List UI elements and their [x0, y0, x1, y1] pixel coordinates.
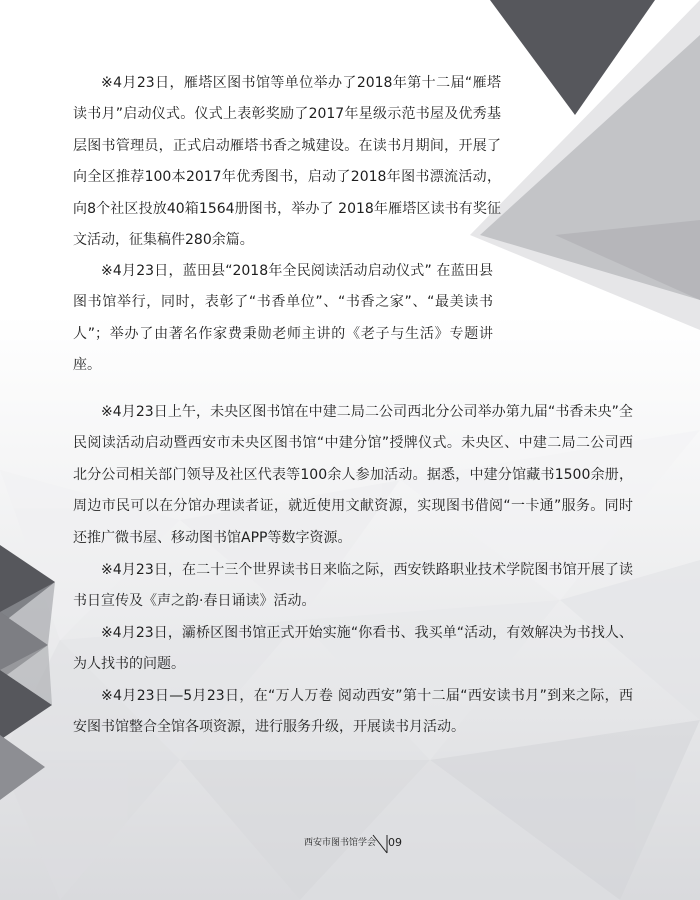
- page-number: 09: [388, 836, 402, 849]
- paragraph-railway-college: ※4月23日，在二十三个世界读书日来临之际，西安铁路职业技术学院图书馆开展了读书日宣传及《声之韵·春日诵读》活动。: [73, 562, 633, 610]
- paragraph-baqiao: ※4月23日，灞桥区图书馆正式开始实施“你看书、我买单“活动，有效解决为书找人、为人找书的问题。: [73, 625, 633, 673]
- paragraph-weiyang: ※4月23日上午，未央区图书馆在中建二局二公司西北分公司举办第九届“书香未央”全民阅读活动启动暨西安市未央区图书馆“中建分馆”授牌仪式。未央区、中建二局二公司西北分公司相关部门领导及社区代表等100余人参加活动。据悉，中建分馆藏书1500余册，周边市民可以在分馆办理读者证，就近使用文献资源，实现图书借阅“一卡通”服务。同时还推广微书屋、移动图书馆APP等数字资源。: [73, 404, 633, 546]
- footer-divider: [372, 833, 388, 855]
- page-footer: [300, 833, 410, 855]
- paragraph-xian-library: ※4月23日—5月23日，在“万人万卷 阅动西安”第十二届“西安读书月”到来之际，西安图书馆整合全馆各项资源，进行服务升级，开展读书月活动。: [73, 688, 633, 736]
- paragraph-lantian: ※4月23日，蓝田县“2018年全民阅读活动启动仪式” 在蓝田县图书馆举行，同时，表彰了“书香单位”、“书香之家”、“最美读书人”；举办了由著名作家费秉勋老师主讲的《老子与生活》专题讲座。: [73, 263, 493, 374]
- footer-label: 西安市图书馆学会: [304, 838, 377, 848]
- paragraph-yanta: ※4月23日，雁塔区图书馆等单位举办了2018年第十二届“雁塔读书月”启动仪式。仪式上表彰奖励了2017年星级示范书屋及优秀基层图书管理员，正式启动雁塔书香之城建设。在读书月期间，开展了向全区推荐100本2017年优秀图书，启动了2018年图书漂流活动，向8个社区投放40箱1564册图书，举办了 2018年雁塔区读书有奖征文活动，征集稿件280余篇。: [73, 75, 501, 249]
